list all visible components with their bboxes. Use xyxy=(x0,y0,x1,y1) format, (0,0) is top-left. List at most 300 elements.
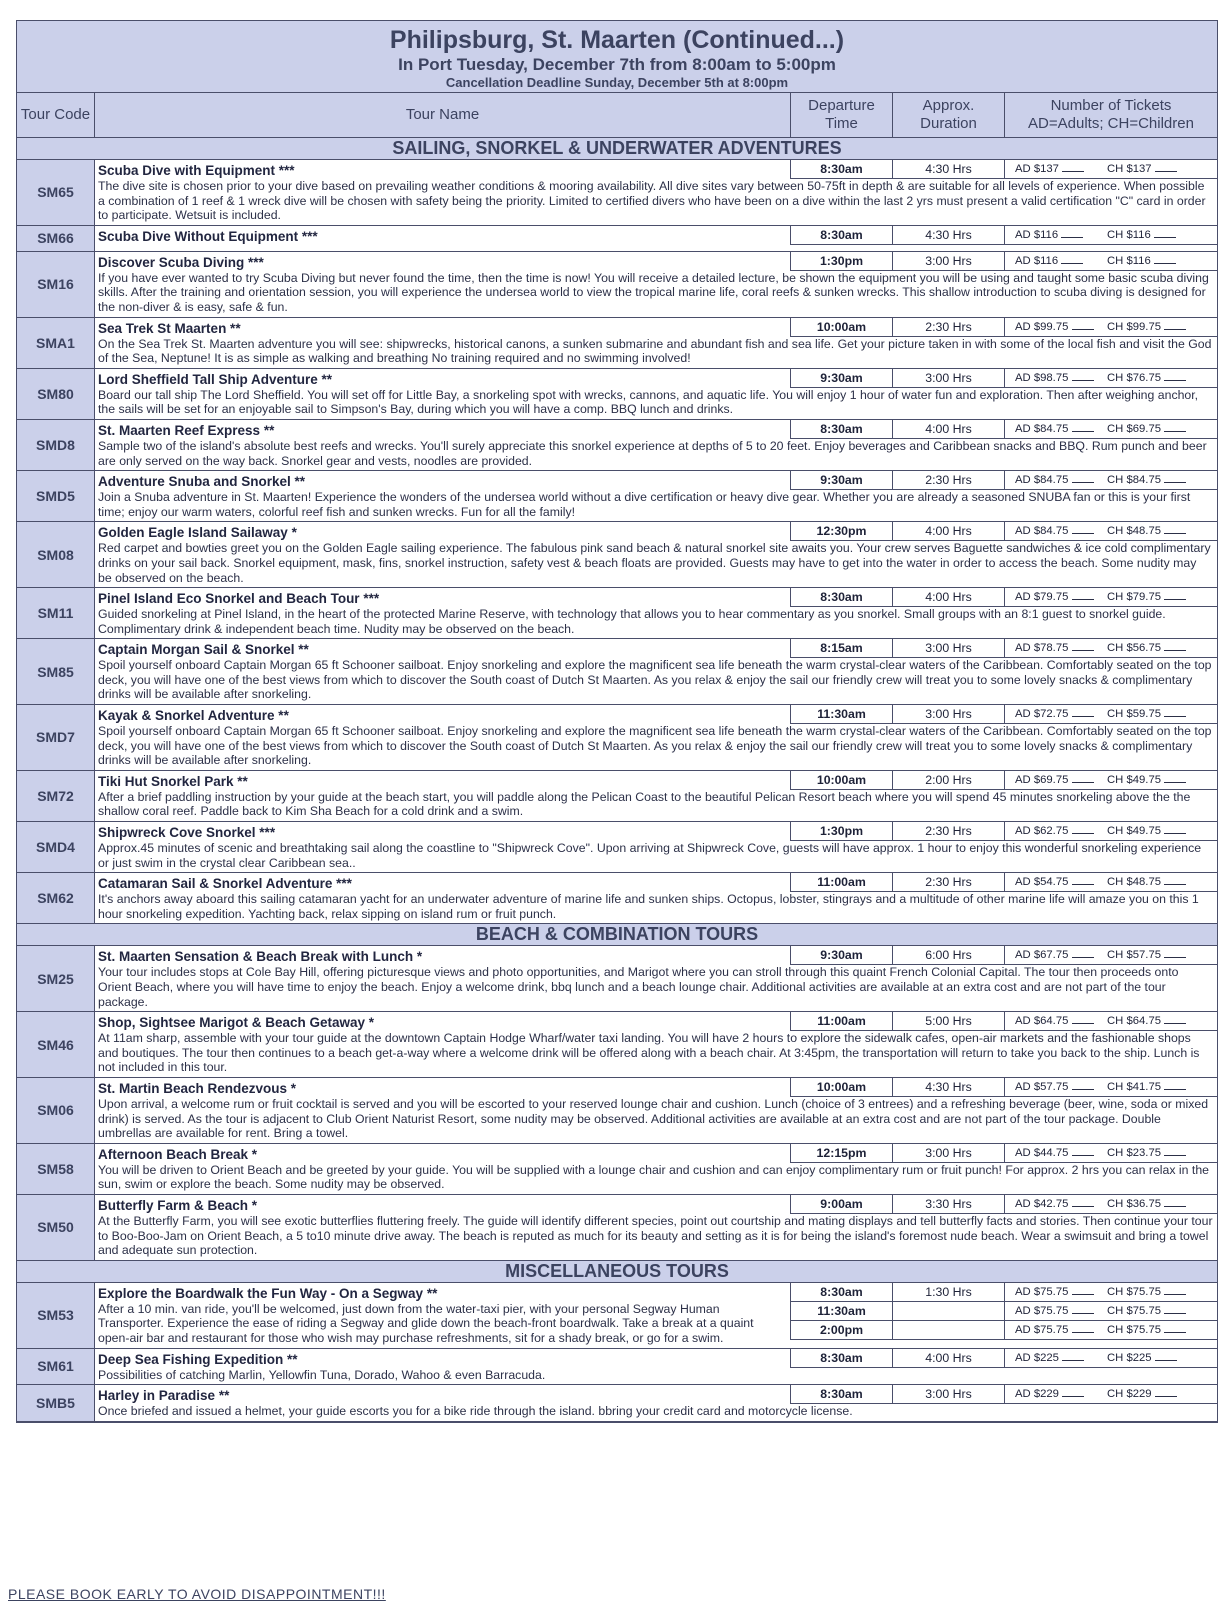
tour-description: On the Sea Trek St. Maarten adventure you will see: shipwrecks, historical canons, a sunken submarine and abundant fish and sea life. Get your picture taken in with some of the local fish and visit the God of the Sea, Neptune! It is as simple as walking and breathing No training required and no swimming involved! xyxy=(98,336,1212,366)
tour-details xyxy=(95,420,1217,470)
duration: 4:30 Hrs xyxy=(893,226,1005,244)
departure-time: 9:30am xyxy=(791,369,893,387)
tour-row xyxy=(17,771,1217,822)
child-price-label: CH $116 xyxy=(1107,254,1151,267)
tour-row xyxy=(17,160,1217,226)
schedule-row xyxy=(791,1012,1217,1031)
tour-schedule xyxy=(790,318,1217,337)
ticket-prices xyxy=(1005,873,1217,891)
tour-name: Shipwreck Cove Snorkel *** xyxy=(98,825,276,841)
duration: 3:00 Hrs xyxy=(893,1144,1005,1162)
adult-qty-blank[interactable] xyxy=(1062,1385,1084,1397)
schedule-row xyxy=(791,1321,1217,1340)
adult-price xyxy=(1015,1283,1107,1301)
adult-price xyxy=(1015,471,1107,489)
adult-qty-blank[interactable] xyxy=(1072,1283,1094,1295)
departure-time: 1:30pm xyxy=(791,822,893,840)
tour-list xyxy=(17,138,1217,1422)
adult-qty-blank[interactable] xyxy=(1072,639,1094,651)
ticket-prices xyxy=(1005,822,1217,840)
tour-row xyxy=(17,318,1217,369)
tour-schedule xyxy=(790,252,1217,271)
departure-time: 9:30am xyxy=(791,946,893,964)
adult-qty-blank[interactable] xyxy=(1072,771,1094,783)
departure-time: 9:30am xyxy=(791,471,893,489)
child-price-label: CH $79.75 xyxy=(1107,591,1162,604)
departure-time: 8:30am xyxy=(791,1349,893,1367)
tour-name: Catamaran Sail & Snorkel Adventure *** xyxy=(98,876,352,892)
child-qty-blank[interactable] xyxy=(1164,822,1186,834)
tour-code: SM62 xyxy=(17,873,95,923)
tour-details xyxy=(95,252,1217,317)
tour-description: After a 10 min. van ride, you'll be welcomed, just down from the water-taxi pier, with your personal Segway Human Transporter. Experience the ease of riding a Segway and glide down the beach-front boardwalk. Take a break at a quaint open-air bar and restaurant for those who wish may purchase refreshments, sit for a shady break, or go for a swim. xyxy=(98,1301,754,1345)
child-qty-blank[interactable] xyxy=(1164,873,1186,885)
child-price xyxy=(1107,1286,1186,1298)
schedule-row xyxy=(791,1283,1217,1302)
adult-price-label: AD $225 xyxy=(1015,1351,1059,1364)
tour-row xyxy=(17,705,1217,771)
adult-price-label: AD $75.75 xyxy=(1015,1304,1069,1317)
tour-details xyxy=(95,1385,1217,1421)
child-price xyxy=(1107,591,1186,603)
child-qty-blank[interactable] xyxy=(1164,1144,1186,1156)
child-price xyxy=(1107,1388,1177,1400)
tour-name: Tiki Hut Snorkel Park ** xyxy=(98,773,248,789)
duration: 4:30 Hrs xyxy=(893,160,1005,178)
tour-name: Kayak & Snorkel Adventure ** xyxy=(98,708,289,724)
child-price-label: CH $57.75 xyxy=(1107,949,1162,962)
schedule-row xyxy=(791,252,1217,271)
ticket-prices xyxy=(1005,522,1217,540)
ticket-prices xyxy=(1005,1283,1217,1301)
schedule-row xyxy=(791,946,1217,965)
adult-price-label: AD $229 xyxy=(1015,1388,1059,1401)
child-price xyxy=(1107,1324,1186,1336)
child-qty-blank[interactable] xyxy=(1164,588,1186,600)
tour-schedule xyxy=(790,1144,1217,1163)
child-price-label: CH $41.75 xyxy=(1107,1080,1162,1093)
adult-price xyxy=(1015,946,1107,964)
child-price-label: CH $229 xyxy=(1107,1388,1152,1401)
child-qty-blank[interactable] xyxy=(1164,369,1186,381)
child-qty-blank[interactable] xyxy=(1164,639,1186,651)
adult-price xyxy=(1015,705,1107,723)
tour-description: It's anchors away aboard this sailing catamaran yacht for an underwater adventure of marine life and sunken ships. Octopus, lobster, stingrays and a multitude of other marine life will amaze you on this 1 hour snorkeling expedition. Yachting back, relax sipping on island rum or fruit punch. xyxy=(98,892,1199,921)
duration: 4:00 Hrs xyxy=(893,588,1005,606)
tour-code: SMB5 xyxy=(17,1385,95,1421)
adult-qty-blank[interactable] xyxy=(1072,1078,1094,1090)
tour-row xyxy=(17,369,1217,420)
col-duration: Approx. Duration xyxy=(893,93,1005,137)
page-title: Philipsburg, St. Maarten (Continued...) xyxy=(389,26,845,54)
child-price xyxy=(1107,774,1186,786)
tour-details xyxy=(95,471,1217,521)
adult-price-label: AD $75.75 xyxy=(1015,1285,1069,1298)
departure-time: 8:30am xyxy=(791,420,893,438)
tour-code: SM58 xyxy=(17,1144,95,1194)
tour-code: SMD5 xyxy=(17,471,95,521)
child-qty-blank[interactable] xyxy=(1164,1078,1186,1090)
duration: 5:00 Hrs xyxy=(893,1012,1005,1030)
tour-details xyxy=(95,1012,1217,1077)
schedule-row xyxy=(791,471,1217,490)
tour-sheet xyxy=(16,20,1218,1423)
child-qty-blank[interactable] xyxy=(1154,226,1176,238)
tour-details xyxy=(95,705,1217,770)
child-price xyxy=(1107,525,1186,537)
departure-time: 12:15pm xyxy=(791,1144,893,1162)
adult-price-label: AD $84.75 xyxy=(1015,474,1069,487)
schedule-row xyxy=(791,1349,1217,1368)
book-early-notice: PLEASE BOOK EARLY TO AVOID DISAPPOINTMENT!!! xyxy=(8,1586,386,1602)
tour-description: At the Butterfly Farm, you will see exotic butterflies fluttering freely. The guide will identify different species, point out courtship and mating displays and tell butterfly facts and stories. Then continue your tour to Boo-Boo-Jam on Orient Beach, a 5 to10 minute drive away. The beach is reputed as much for its beauty and setting as it is for being the island's foremost nude beach. Wear a swimsuit and bring a towel and adequate sun protection. xyxy=(98,1213,1213,1258)
tour-row xyxy=(17,226,1217,252)
child-price xyxy=(1107,1147,1186,1159)
adult-qty-blank[interactable] xyxy=(1072,522,1094,534)
tour-details xyxy=(95,639,1217,704)
tour-name: Golden Eagle Island Sailaway * xyxy=(98,525,297,541)
tour-row xyxy=(17,1195,1217,1261)
tour-code: SMD4 xyxy=(17,822,95,872)
tour-name: Explore the Boardwalk the Fun Way - On a Segway ** xyxy=(98,1285,438,1301)
schedule-row xyxy=(791,1385,1217,1404)
adult-price xyxy=(1015,639,1107,657)
ticket-prices xyxy=(1005,1012,1217,1030)
page-header xyxy=(17,21,1217,93)
col-tickets-title: Number of Tickets xyxy=(1050,97,1172,114)
tour-row xyxy=(17,639,1217,705)
adult-qty-blank[interactable] xyxy=(1072,369,1094,381)
tour-code: SM72 xyxy=(17,771,95,821)
schedule-row xyxy=(791,1302,1217,1321)
adult-price xyxy=(1015,1385,1107,1403)
tour-details xyxy=(95,160,1217,225)
duration: 3:30 Hrs xyxy=(893,1195,1005,1213)
tour-name: Scuba Dive Without Equipment *** xyxy=(98,228,318,244)
ticket-prices xyxy=(1005,1321,1217,1339)
departure-time: 10:00am xyxy=(791,1078,893,1096)
tour-description: You will be driven to Orient Beach and be greeted by your guide. You will be supplied with a lounge chair and cushion and can enjoy complimentary rum or fruit punch! For approx. 2 hrs you can relax in the sun, swim or explore the beach. Some nudity may be observed. xyxy=(98,1162,1210,1192)
adult-price xyxy=(1015,771,1107,789)
tour-code: SM25 xyxy=(17,946,95,1011)
adult-price xyxy=(1015,252,1107,270)
tour-row xyxy=(17,471,1217,522)
adult-price-label: AD $57.75 xyxy=(1015,1080,1069,1093)
tour-name: Afternoon Beach Break * xyxy=(98,1146,258,1162)
duration: 2:30 Hrs xyxy=(893,873,1005,891)
tour-details xyxy=(95,822,1217,872)
child-qty-blank[interactable] xyxy=(1164,1283,1186,1295)
departure-time: 11:30am xyxy=(791,1302,893,1320)
tour-name: Harley in Paradise ** xyxy=(98,1388,230,1404)
child-qty-blank[interactable] xyxy=(1164,1195,1186,1207)
tour-name: Deep Sea Fishing Expedition ** xyxy=(98,1351,298,1367)
schedule-row xyxy=(791,639,1217,658)
tour-schedule xyxy=(790,1195,1217,1214)
adult-qty-blank[interactable] xyxy=(1062,1349,1084,1361)
section-header: SAILING, SNORKEL & UNDERWATER ADVENTURES xyxy=(17,138,1217,160)
ticket-prices xyxy=(1005,946,1217,964)
child-qty-blank[interactable] xyxy=(1164,522,1186,534)
tour-row xyxy=(17,1012,1217,1078)
tour-description: Your tour includes stops at Cole Bay Hill, offering picturesque views and photo opportunities, and Marigot where you can stroll through this quaint French Colonial Capital. The tour then proceeds onto Orient Beach, where you will have time to enjoy the beach. Enjoy a welcome drink, bbq lunch and a beach lounge chair. Additional activities are available at an extra cost and are not part of the tour package. xyxy=(98,965,1179,1009)
tour-row xyxy=(17,420,1217,471)
child-price-label: CH $75.75 xyxy=(1107,1323,1162,1336)
child-price-label: CH $75.75 xyxy=(1107,1285,1162,1298)
ticket-prices xyxy=(1005,639,1217,657)
child-qty-blank[interactable] xyxy=(1164,471,1186,483)
adult-qty-blank[interactable] xyxy=(1072,1012,1094,1024)
tour-description: After a brief paddling instruction by your guide at the beach start, you will paddle along the Pelican Coast to the beautiful Pelican Resort beach where you will spend 45 minutes snorkeling above the the shallow coral reef. Paddle back to Kim Sha Beach for a cold drink and a swim. xyxy=(98,789,1191,819)
child-qty-blank[interactable] xyxy=(1164,705,1186,717)
tour-name: Shop, Sightsee Marigot & Beach Getaway * xyxy=(98,1015,375,1031)
tour-name: Discover Scuba Diving *** xyxy=(98,254,264,270)
departure-time: 1:30pm xyxy=(791,252,893,270)
schedule-row xyxy=(791,705,1217,724)
adult-qty-blank[interactable] xyxy=(1072,318,1094,330)
tour-description: If you have ever wanted to try Scuba Diving but never found the time, then the time is now! You will receive a detailed lecture, be shown the equipment you will be using and taught some basic scuba diving skills. After the training and orientation session, you will experience the undersea world to view the tropical marine life, coral reefs & sunken wrecks. This shallow introduction to scuba diving is designed for the non-diver & is easy, safe & fun. xyxy=(98,270,1209,314)
child-qty-blank[interactable] xyxy=(1164,946,1186,958)
tour-schedule xyxy=(790,522,1217,541)
tour-details xyxy=(95,1078,1217,1143)
adult-price-label: AD $98.75 xyxy=(1015,371,1069,384)
departure-time: 12:30pm xyxy=(791,522,893,540)
duration: 3:00 Hrs xyxy=(893,705,1005,723)
tour-description: Guided snorkeling at Pinel Island, in the heart of the protected Marine Reserve, with technology that allows you to hear commentary as you snorkel. Small groups with an 8:1 guest to snorkel guide. Complimentary drink & independent beach time. Nudity may be observed on the beach. xyxy=(98,607,1166,636)
child-qty-blank[interactable] xyxy=(1164,1012,1186,1024)
tour-details xyxy=(95,1195,1217,1260)
tour-schedule xyxy=(790,226,1217,245)
child-qty-blank[interactable] xyxy=(1155,1385,1177,1397)
child-price xyxy=(1107,163,1177,175)
ticket-prices xyxy=(1005,471,1217,489)
tour-schedule xyxy=(790,1283,1217,1340)
child-price xyxy=(1107,474,1186,486)
ticket-prices xyxy=(1005,160,1217,178)
tour-row xyxy=(17,588,1217,639)
schedule-row xyxy=(791,1078,1217,1097)
adult-qty-blank[interactable] xyxy=(1072,471,1094,483)
adult-price-label: AD $62.75 xyxy=(1015,825,1069,838)
adult-price-label: AD $54.75 xyxy=(1015,876,1069,889)
tour-row xyxy=(17,1385,1217,1422)
tour-schedule xyxy=(790,639,1217,658)
duration: 2:30 Hrs xyxy=(893,318,1005,336)
adult-price xyxy=(1015,1195,1107,1213)
child-price-label: CH $59.75 xyxy=(1107,708,1162,721)
col-departure-time: Departure Time xyxy=(791,93,893,137)
adult-price xyxy=(1015,1349,1107,1367)
child-price xyxy=(1107,825,1186,837)
adult-price xyxy=(1015,420,1107,438)
adult-qty-blank[interactable] xyxy=(1072,1321,1094,1333)
adult-qty-blank[interactable] xyxy=(1061,226,1083,238)
child-qty-blank[interactable] xyxy=(1164,1302,1186,1314)
adult-price-label: AD $64.75 xyxy=(1015,1015,1069,1028)
tour-row xyxy=(17,946,1217,1012)
tour-description: Possibilities of catching Marlin, Yellowfin Tuna, Dorado, Wahoo & even Barracuda. xyxy=(98,1367,546,1382)
ticket-prices xyxy=(1005,1385,1217,1403)
tour-code: SM08 xyxy=(17,522,95,587)
adult-qty-blank[interactable] xyxy=(1072,1195,1094,1207)
schedule-row xyxy=(791,318,1217,337)
child-qty-blank[interactable] xyxy=(1155,1349,1177,1361)
tour-name: St. Maarten Sensation & Beach Break with Lunch * xyxy=(98,949,423,965)
child-price-label: CH $23.75 xyxy=(1107,1146,1162,1159)
adult-price xyxy=(1015,1302,1107,1320)
tour-code: SMD7 xyxy=(17,705,95,770)
tour-name: Lord Sheffield Tall Ship Adventure ** xyxy=(98,371,333,387)
adult-price xyxy=(1015,1321,1107,1339)
adult-price-label: AD $116 xyxy=(1015,254,1059,267)
adult-price-label: AD $67.75 xyxy=(1015,949,1069,962)
tour-code: SMD8 xyxy=(17,420,95,470)
duration: 3:00 Hrs xyxy=(893,1385,1005,1403)
tour-details xyxy=(95,226,1217,251)
tour-details xyxy=(95,1144,1217,1194)
adult-qty-blank[interactable] xyxy=(1072,705,1094,717)
section-header: MISCELLANEOUS TOURS xyxy=(17,1261,1217,1283)
adult-price-label: AD $84.75 xyxy=(1015,525,1069,538)
adult-qty-blank[interactable] xyxy=(1062,160,1084,172)
child-price-label: CH $49.75 xyxy=(1107,773,1162,786)
tour-code: SM53 xyxy=(17,1283,95,1348)
departure-time: 8:30am xyxy=(791,588,893,606)
departure-time: 8:15am xyxy=(791,639,893,657)
adult-price xyxy=(1015,822,1107,840)
child-price xyxy=(1107,1352,1177,1364)
departure-time: 11:00am xyxy=(791,1012,893,1030)
tour-name: Captain Morgan Sail & Snorkel ** xyxy=(98,642,309,658)
departure-time: 2:00pm xyxy=(791,1321,893,1339)
adult-qty-blank[interactable] xyxy=(1072,588,1094,600)
adult-qty-blank[interactable] xyxy=(1072,822,1094,834)
tour-schedule xyxy=(790,1385,1217,1404)
tour-description: At 11am sharp, assemble with your tour guide at the downtown Captain Hodge Wharf/water taxi landing. You will have 2 hours to explore the sidewalk cafes, open-air markets and the fashionable shops and boutiques. The tour then continues to a beach get-a-way where a welcome drink will be offered along with a beach chair. At 3:45pm, the transportation will return to take you back to the ship. Lunch is not included in this tour. xyxy=(98,1031,1200,1075)
tour-row xyxy=(17,252,1217,318)
tour-schedule xyxy=(790,946,1217,965)
ticket-prices xyxy=(1005,588,1217,606)
adult-qty-blank[interactable] xyxy=(1072,1302,1094,1314)
schedule-row xyxy=(791,369,1217,388)
adult-price-label: AD $99.75 xyxy=(1015,320,1069,333)
tour-description: Red carpet and bowties greet you on the Golden Eagle sailing experience. The fabulous pink sand beach & natural snorkel site awaits you. Your crew serves Baguette sandwiches & ice cold complimentary drinks on your sail back. Snorkel equipment, mask, fins, snorkel instruction, safety vest & beach floats are provided. Guests may have to get into the water in order to access the beach. Some nudity may be observed on the beach. xyxy=(98,541,1211,585)
tour-details xyxy=(95,588,1217,638)
departure-time: 11:00am xyxy=(791,873,893,891)
duration xyxy=(893,1302,1005,1320)
col-tickets-legend: AD=Adults; CH=Children xyxy=(1028,115,1194,132)
tour-code: SM66 xyxy=(17,226,95,251)
tour-details xyxy=(95,771,1217,821)
tour-details xyxy=(95,946,1217,1011)
ticket-prices xyxy=(1005,369,1217,387)
tour-description: Join a Snuba adventure in St. Maarten! Experience the wonders of the undersea world without a dive certification or heavy dive gear. Whether you are already a seasoned SNUBA fan or this is your first time; enjoy our warm waters, colorful reef fish and sunken wrecks. Fun for all the family! xyxy=(98,490,1191,519)
tour-schedule xyxy=(790,588,1217,607)
schedule-row xyxy=(791,771,1217,790)
adult-price-label: AD $116 xyxy=(1015,228,1059,241)
adult-qty-blank[interactable] xyxy=(1072,873,1094,885)
adult-price xyxy=(1015,873,1107,891)
child-price-label: CH $48.75 xyxy=(1107,876,1162,889)
tour-name: Pinel Island Eco Snorkel and Beach Tour *** xyxy=(98,591,380,607)
schedule-row xyxy=(791,522,1217,541)
tour-schedule xyxy=(790,1012,1217,1031)
child-price-label: CH $49.75 xyxy=(1107,825,1162,838)
tour-row xyxy=(17,822,1217,873)
duration: 2:30 Hrs xyxy=(893,822,1005,840)
child-price-label: CH $137 xyxy=(1107,163,1152,175)
port-info: In Port Tuesday, December 7th from 8:00am to 5:00pm xyxy=(398,55,836,74)
adult-qty-blank[interactable] xyxy=(1072,946,1094,958)
departure-time: 11:30am xyxy=(791,705,893,723)
ticket-prices xyxy=(1005,226,1217,244)
col-tour-code: Tour Code xyxy=(17,93,95,137)
tour-details xyxy=(95,369,1217,419)
adult-price-label: AD $79.75 xyxy=(1015,591,1069,604)
tour-description: Approx.45 minutes of scenic and breathtaking sail along the coastline to "Shipwreck Cove". Upon arriving at Shipwreck Cove, guests will have approx. 1 hour to enjoy this wonderful snorkeling experience or just swim in the crystal clear Caribbean sea.. xyxy=(98,841,1202,870)
child-price xyxy=(1107,372,1186,384)
child-price xyxy=(1107,708,1186,720)
duration: 3:00 Hrs xyxy=(893,369,1005,387)
tour-code: SM06 xyxy=(17,1078,95,1143)
child-price-label: CH $84.75 xyxy=(1107,474,1162,487)
child-qty-blank[interactable] xyxy=(1154,252,1176,264)
tour-details xyxy=(95,873,1217,923)
tour-row xyxy=(17,1144,1217,1195)
departure-time: 10:00am xyxy=(791,771,893,789)
duration: 4:30 Hrs xyxy=(893,1078,1005,1096)
child-price xyxy=(1107,876,1186,888)
child-qty-blank[interactable] xyxy=(1164,771,1186,783)
adult-price-label: AD $84.75 xyxy=(1015,422,1069,435)
child-price-label: CH $64.75 xyxy=(1107,1015,1162,1028)
tour-description: Sample two of the island's absolute best reefs and wrecks. You'll surely appreciate this snorkel experience at depths of 5 to 20 feet. Enjoy beverages and Caribbean snacks and BBQ. Rum punch and beer are only served on the way back. Snorkel gear and vests, noodles are provided. xyxy=(98,438,1207,468)
tour-row xyxy=(17,1078,1217,1144)
child-qty-blank[interactable] xyxy=(1164,1321,1186,1333)
departure-time: 8:30am xyxy=(791,1283,893,1301)
adult-qty-blank[interactable] xyxy=(1072,1144,1094,1156)
child-qty-blank[interactable] xyxy=(1155,160,1177,172)
tour-row xyxy=(17,1283,1217,1349)
child-price-label: CH $99.75 xyxy=(1107,320,1162,333)
schedule-row xyxy=(791,1195,1217,1214)
duration: 2:00 Hrs xyxy=(893,771,1005,789)
adult-price xyxy=(1015,1012,1107,1030)
adult-qty-blank[interactable] xyxy=(1061,252,1083,264)
child-price xyxy=(1107,1305,1186,1317)
child-qty-blank[interactable] xyxy=(1164,420,1186,432)
tour-code: SM46 xyxy=(17,1012,95,1077)
adult-qty-blank[interactable] xyxy=(1072,420,1094,432)
ticket-prices xyxy=(1005,420,1217,438)
schedule-row xyxy=(791,226,1217,245)
departure-time: 10:00am xyxy=(791,318,893,336)
duration: 1:30 Hrs xyxy=(893,1283,1005,1301)
child-price xyxy=(1107,1198,1186,1210)
section-header: BEACH & COMBINATION TOURS xyxy=(17,924,1217,946)
child-qty-blank[interactable] xyxy=(1164,318,1186,330)
departure-time: 8:30am xyxy=(791,160,893,178)
tour-schedule xyxy=(790,873,1217,892)
tour-code: SMA1 xyxy=(17,318,95,368)
adult-price xyxy=(1015,1144,1107,1162)
tour-name: Sea Trek St Maarten ** xyxy=(98,320,241,336)
tour-row xyxy=(17,1349,1217,1386)
adult-price xyxy=(1015,369,1107,387)
adult-price-label: AD $69.75 xyxy=(1015,773,1069,786)
tour-schedule xyxy=(790,771,1217,790)
child-price-label: CH $116 xyxy=(1107,228,1151,241)
